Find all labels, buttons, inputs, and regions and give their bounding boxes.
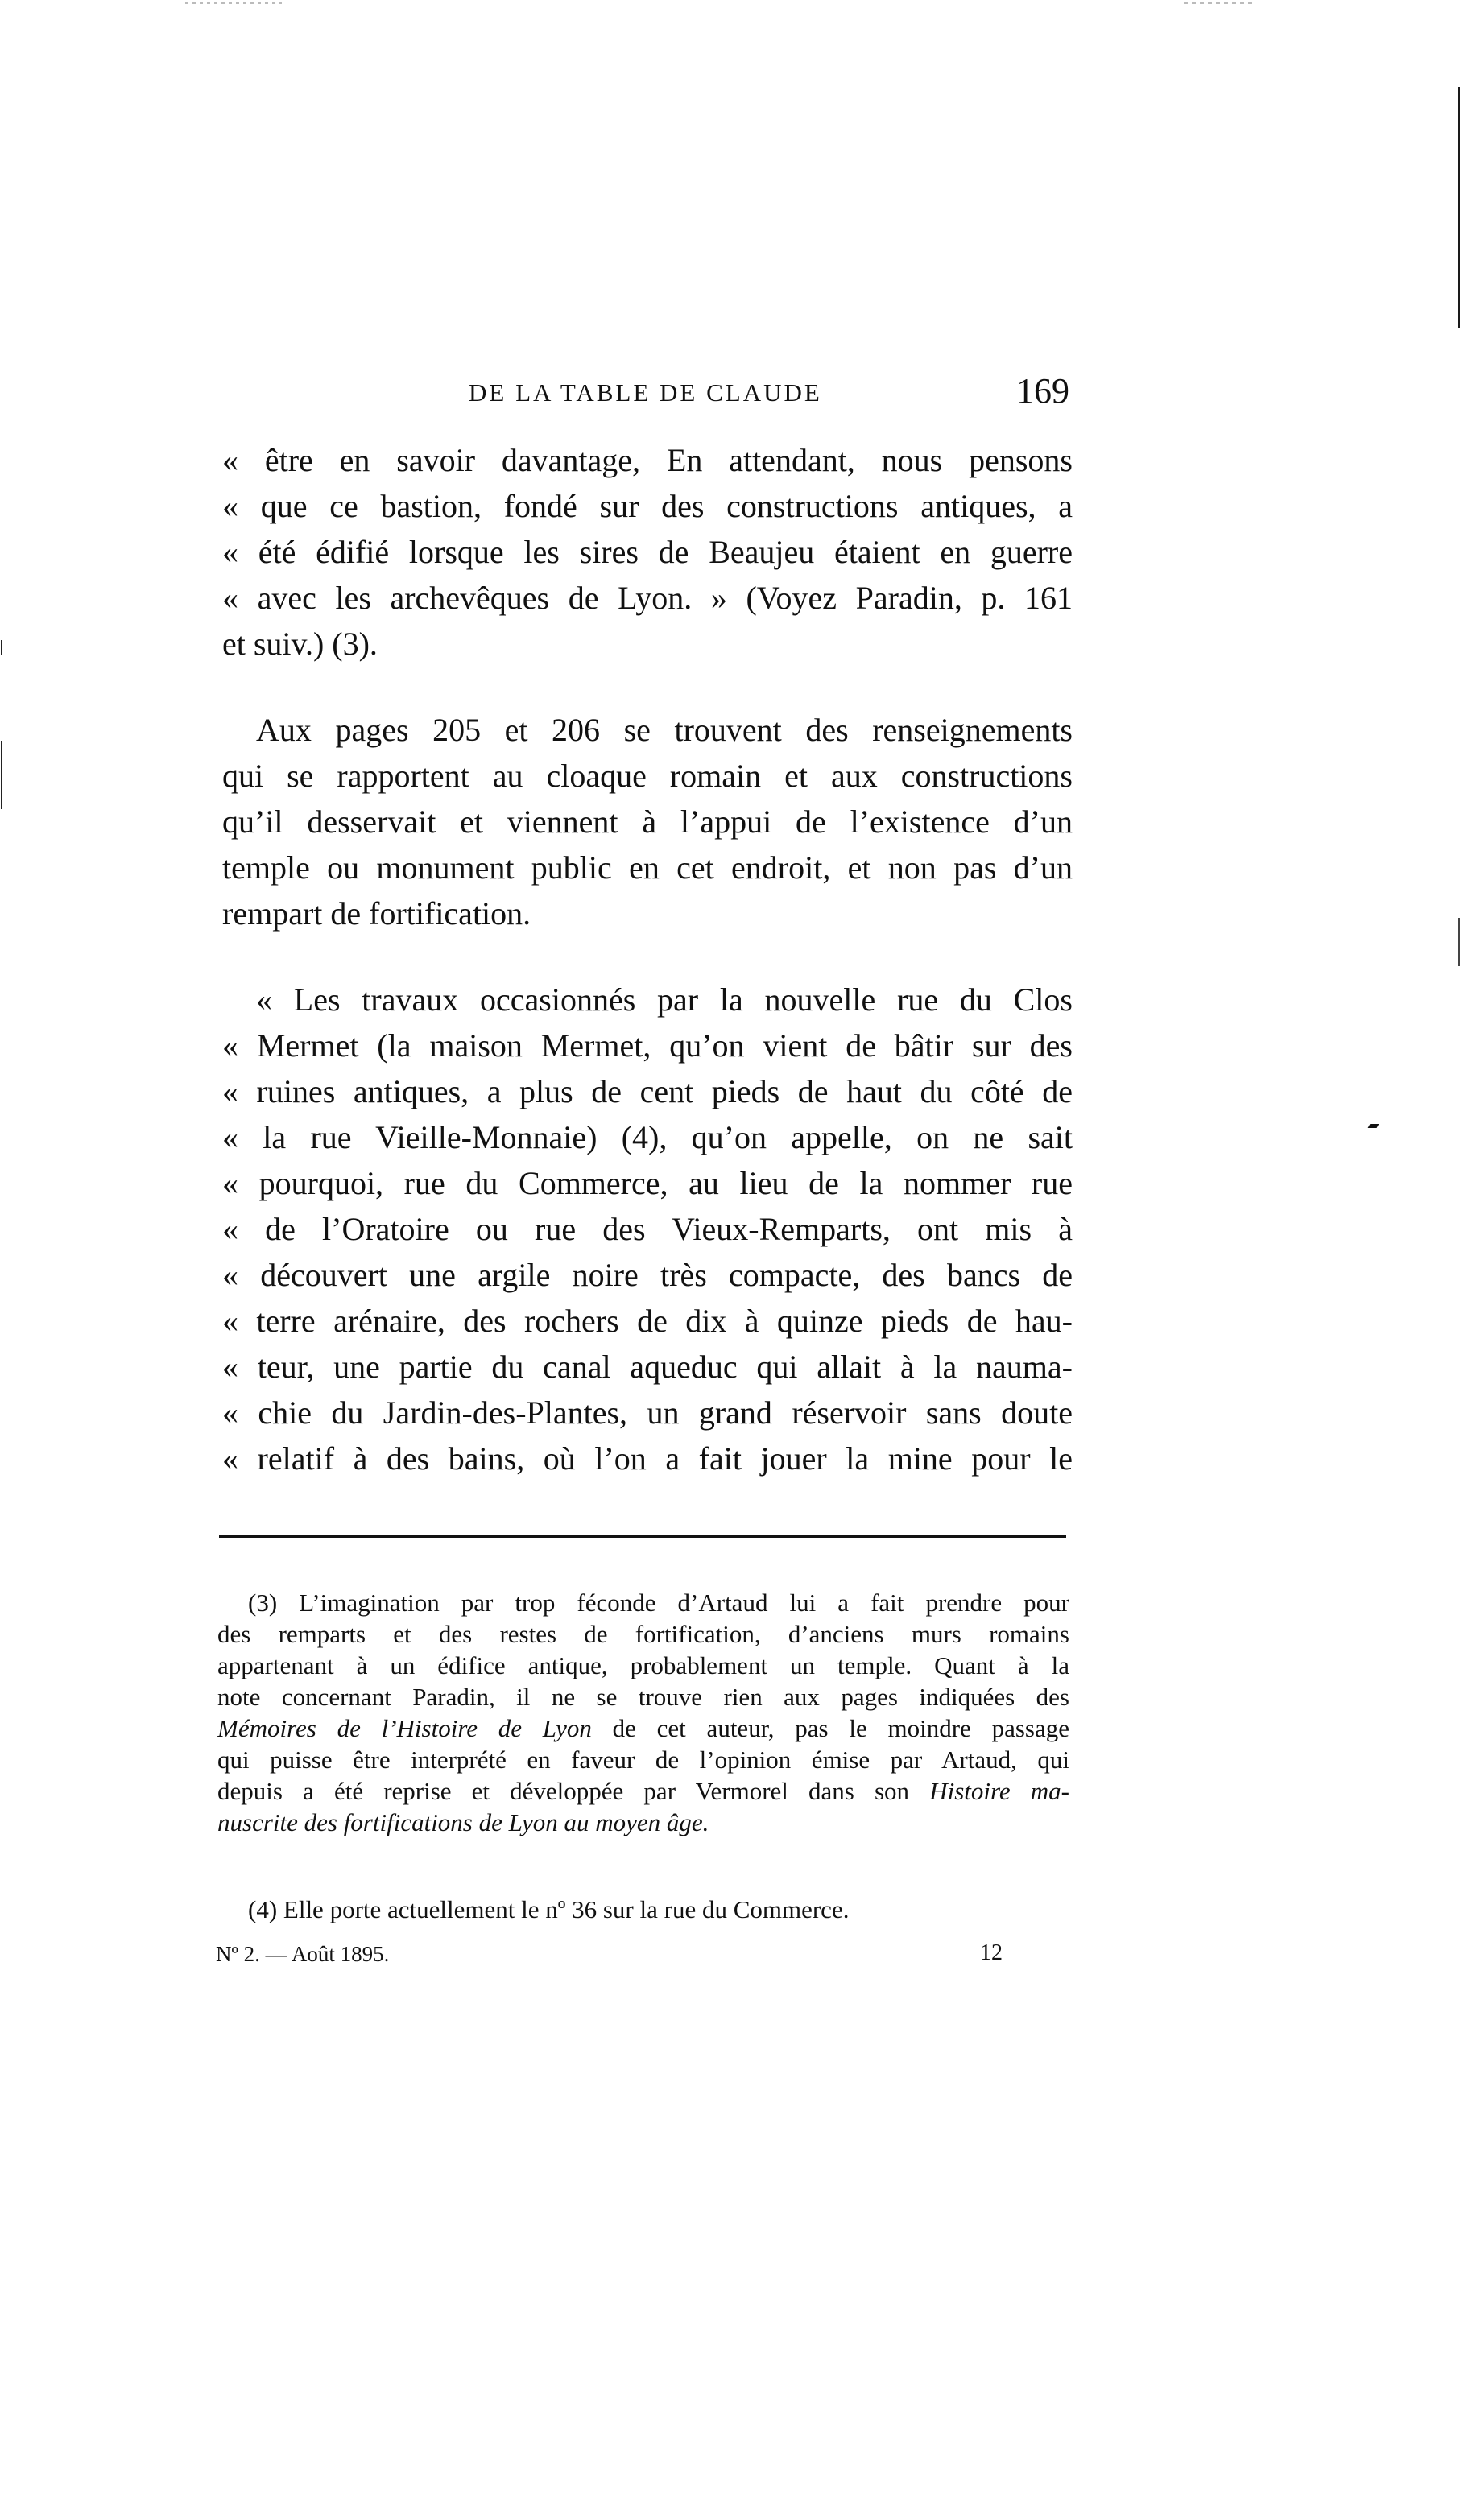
book-title-italic: Histoire ma- [929,1777,1069,1805]
scan-edge-left-upper [1,640,2,655]
scan-noise-top-right [1184,2,1256,4]
text-line: « Mermet (la maison Mermet, qu’on vient de bâtir sur des [222,1027,1073,1064]
footnote-rule [219,1535,1066,1538]
sheet-number: 12 [980,1940,1003,1965]
text-line: « découvert une argile noire très compacte, des bancs de [222,1257,1073,1293]
text-line: « Les travaux occasionnés par la nouvelle rue du Clos [256,981,1073,1018]
footnote-line [217,1713,1069,1744]
text-line: « avec les archevêques de Lyon. » (Voyez Paradin, p. 161 [222,580,1073,616]
footnote-line: des remparts et des restes de fortification, d’anciens murs romains [217,1620,1069,1648]
text-line: « que ce bastion, fondé sur des constructions antiques, a [222,488,1073,524]
text-line: « terre arénaire, des rochers de dix à quinze pieds de hau- [222,1303,1073,1339]
footnote-line: nuscrite des fortifications de Lyon au moyen âge. [217,1808,709,1836]
scan-edge-left [1,741,2,809]
footnote-line: qui puisse être interprété en faveur de l’opinion émise par Artaud, qui [217,1745,1069,1774]
footnote-line: (3) L’imagination par trop féconde d’Artaud lui a fait prendre pour [248,1588,1069,1617]
text-line: temple ou monument public en cet endroit, et non pas d’un [222,849,1073,886]
ink-speck [1368,1124,1379,1128]
footnote-line: (4) Elle porte actuellement le nº 36 sur la rue du Commerce. [248,1895,850,1923]
footnote-line [217,1776,1069,1807]
text-line: qu’il desservait et viennent à l’appui de l’existence d’un [222,804,1073,840]
text-line: « chie du Jardin-des-Plantes, un grand réservoir sans doute [222,1394,1073,1431]
footnote-text: depuis a été reprise et développée par Vermorel dans son [217,1777,930,1805]
text-line: « être en savoir davantage, En attendant, nous pensons [222,442,1073,478]
text-line: « relatif à des bains, où l’on a fait jouer la mine pour le [222,1440,1073,1477]
text-line: et suiv.) (3). [222,626,378,662]
page-number: 169 [1016,371,1069,411]
issue-signature: Nº 2. — Août 1895. [216,1942,390,1966]
text-line: « ruines antiques, a plus de cent pieds de haut du côté de [222,1073,1073,1109]
footnote-line: appartenant à un édifice antique, probablement un temple. Quant à la [217,1651,1069,1679]
text-line: rempart de fortification. [222,895,531,932]
text-line: « teur, une partie du canal aqueduc qui allait à la nauma- [222,1349,1073,1385]
text-line: « pourquoi, rue du Commerce, au lieu de la nommer rue [222,1165,1073,1201]
text-line: « de l’Oratoire ou rue des Vieux-Remparts, ont mis à [222,1211,1073,1247]
text-line: « été édifié lorsque les sires de Beaujeu étaient en guerre [222,534,1073,570]
footnote-text: de cet auteur, pas le moindre passage [591,1714,1069,1742]
scan-edge-right-lower [1458,918,1460,966]
running-title: DE LA TABLE DE CLAUDE [469,378,822,407]
footnote-line: note concernant Paradin, il ne se trouve rien aux pages indiquées des [217,1683,1069,1711]
scan-noise-top-left [185,2,282,4]
text-line: « la rue Vieille-Monnaie) (4), qu’on appelle, on ne sait [222,1119,1073,1155]
book-title-italic: Mémoires de l’Histoire de Lyon [217,1714,592,1742]
text-line: Aux pages 205 et 206 se trouvent des renseignements [256,712,1073,748]
text-line: qui se rapportent au cloaque romain et aux constructions [222,758,1073,794]
scan-edge-right [1458,87,1460,328]
